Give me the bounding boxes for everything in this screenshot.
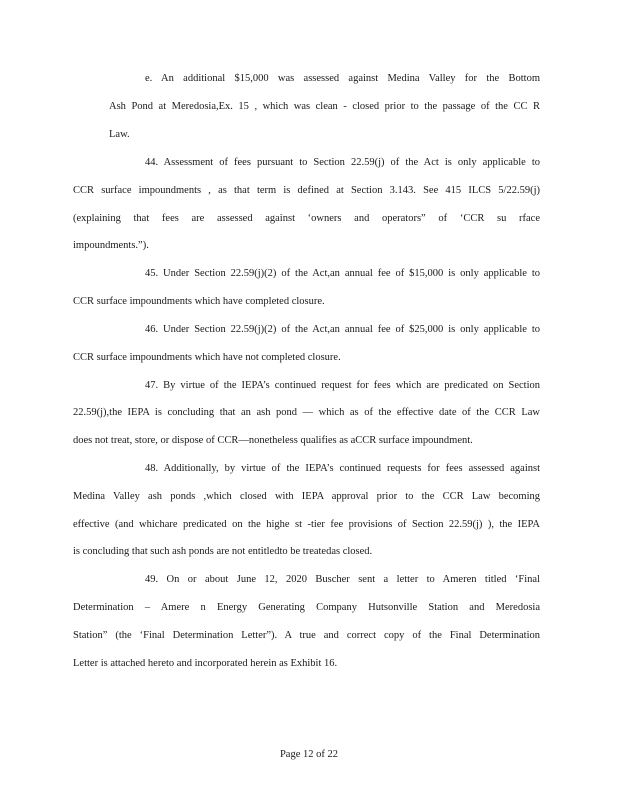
paragraph-44-line-2: CCR surface impoundments , as that term is defined at Section 3.143. See 415 ILCS 5/22.59(j) bbox=[73, 185, 540, 196]
item-e-line-2: Ash Pond at Meredosia,Ex. 15 , which was clean - closed prior to the passage of the CC R bbox=[109, 101, 540, 112]
paragraph-48-line-2: Medina Valley ash ponds ,which closed with IEPA approval prior to the CCR Law becoming bbox=[73, 491, 540, 502]
paragraph-44-line-3: (explaining that fees are assessed against ‘owners and operators” of ‘CCR su rface bbox=[73, 213, 540, 224]
paragraph-49-line-4: Letter is attached hereto and incorporated herein as Exhibit 16. bbox=[73, 658, 338, 669]
page-number: Page 12 of 22 bbox=[279, 749, 339, 760]
paragraph-48-line-3: effective (and whichare predicated on the highe st -tier fee provisions of Section 22.59(j) ), the IEPA bbox=[73, 519, 540, 530]
paragraph-49-line-1: 49. On or about June 12, 2020 Buscher sent a letter to Ameren titled ‘Final bbox=[145, 574, 540, 585]
paragraph-47-line-1: 47. By virtue of the IEPA’s continued request for fees which are predicated on Section bbox=[145, 380, 540, 391]
paragraph-48-line-4: is concluding that such ash ponds are not entitledto be treatedas closed. bbox=[73, 546, 373, 557]
paragraph-49-line-2: Determination – Amere n Energy Generating Company Hutsonville Station and Meredosia bbox=[73, 602, 540, 613]
paragraph-45-line-1: 45. Under Section 22.59(j)(2) of the Act,an annual fee of $15,000 is only applicable to bbox=[145, 268, 540, 279]
item-e-line-1: e. An additional $15,000 was assessed against Medina Valley for the Bottom bbox=[145, 73, 540, 84]
paragraph-47-line-2: 22.59(j),the IEPA is concluding that an ash pond — which as of the effective date of the CCR Law bbox=[73, 407, 540, 418]
paragraph-44-line-1: 44. Assessment of fees pursuant to Section 22.59(j) of the Act is only applicable to bbox=[145, 157, 540, 168]
paragraph-46-line-1: 46. Under Section 22.59(j)(2) of the Act,an annual fee of $25,000 is only applicable to bbox=[145, 324, 540, 335]
paragraph-45-line-2: CCR surface impoundments which have completed closure. bbox=[73, 296, 325, 307]
paragraph-48-line-1: 48. Additionally, by virtue of the IEPA’s continued requests for fees assessed against bbox=[145, 463, 540, 474]
paragraph-47-line-3: does not treat, store, or dispose of CCR—nonetheless qualifies as aCCR surface impoundment. bbox=[73, 435, 473, 446]
item-e-line-3: Law. bbox=[109, 129, 130, 140]
paragraph-44-line-4: impoundments.”). bbox=[73, 240, 149, 251]
paragraph-49-line-3: Station” (the ‘Final Determination Letter”). A true and correct copy of the Final Determination bbox=[73, 630, 540, 641]
paragraph-46-line-2: CCR surface impoundments which have not completed closure. bbox=[73, 352, 341, 363]
